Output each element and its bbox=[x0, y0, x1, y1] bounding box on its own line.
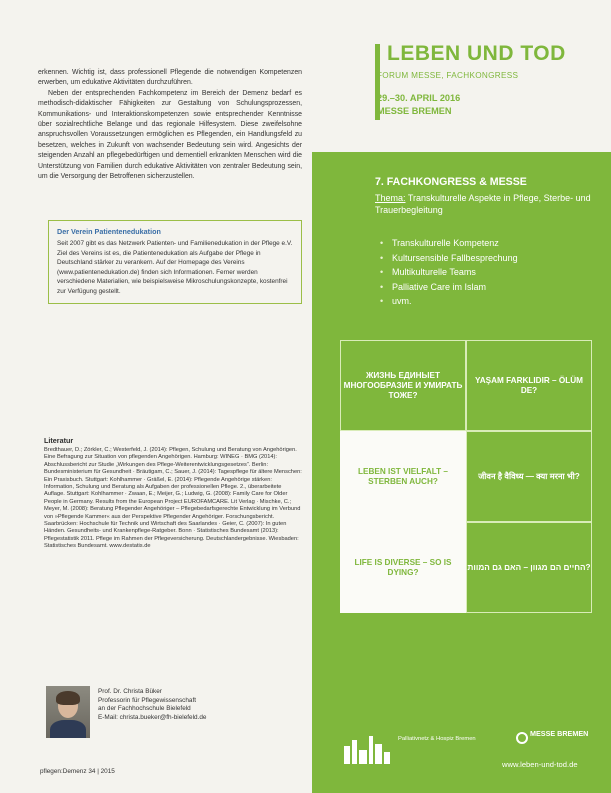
topic-item: • Palliative Care im Islam bbox=[380, 280, 518, 295]
author-institution: an der Fachhochschule Bielefeld bbox=[98, 705, 191, 713]
topic-item: • uvm. bbox=[380, 294, 518, 309]
article-paragraph-1: erkennen. Wichtig ist, dass professionell Pflegende die notwendigen Kompetenzen erwerben, um edukative Aktivitäten durchzuführen. bbox=[38, 69, 302, 87]
info-box bbox=[48, 220, 302, 303]
article-column bbox=[38, 68, 302, 304]
page-footer: pflegen:Demenz 34 | 2015 bbox=[40, 768, 115, 775]
topic-item: • Transkulturelle Kompetenz bbox=[380, 236, 518, 251]
theme-text: Transkulturelle Aspekte in Pflege, Sterbe- und Trauerbegleitung bbox=[375, 193, 591, 215]
author-photo bbox=[46, 686, 90, 738]
puzzle-piece-hindi: जीवन है वैविध्य — क्या मरना भी? bbox=[466, 431, 592, 522]
author-block bbox=[46, 686, 302, 738]
partner-logo: Palliativnetz & Hospiz Bremen bbox=[398, 736, 476, 742]
puzzle-graphic bbox=[340, 340, 592, 614]
author-info bbox=[98, 688, 206, 722]
puzzle-piece-english: LIFE IS DIVERSE – SO IS DYING? bbox=[340, 522, 466, 613]
literature-section bbox=[44, 436, 302, 551]
literature-heading: Literatur bbox=[44, 436, 74, 445]
puzzle-piece-russian: ЖИЗНЬ ЕДИНЫЕТ МНОГООБРАЗИЕ И УМИРАТЬ ТОЖЕ? bbox=[340, 340, 466, 431]
info-box-text: Seit 2007 gibt es das Netzwerk Patienten- und Familienedukation in der Pflege e.V. Ziel des Vereins ist es, die Patientenedukation als Aufgabe der Pflege in Deutschland stärker zu verankern. Auf der Homepage des Vereins (www.patientenedukation.de) finden sich Informationen. Ferner werden verschiedene Materialien, wie beispielsweise Mikroschulungskonzepte, kostenfrei zur Verfügung gestellt. bbox=[57, 240, 293, 295]
author-role: Professorin für Pflegewissenschaft bbox=[98, 696, 197, 704]
kongress-block bbox=[375, 176, 605, 216]
author-email: E-Mail: christa.bueker@fh-bielefeld.de bbox=[98, 713, 207, 721]
info-box-title: Der Verein Patientenedukation bbox=[57, 227, 161, 237]
puzzle-piece-hebrew: החיים הם מגוון – האם גם המוות? bbox=[466, 522, 592, 613]
ad-url[interactable]: www.leben-und-tod.de bbox=[502, 760, 578, 769]
puzzle-piece-german: LEBEN IST VIELFALT – STERBEN AUCH? bbox=[340, 431, 466, 522]
ad-place: MESSE BREMEN bbox=[377, 106, 452, 116]
author-name: Prof. Dr. Christa Büker bbox=[98, 688, 162, 695]
logo-bar bbox=[332, 722, 602, 782]
ad-subtitle: FORUM MESSE, FACHKONGRESS bbox=[377, 71, 519, 80]
theme-label: Thema: bbox=[375, 193, 406, 203]
puzzle-piece-turkish: YAŞAM FARKLIDIR – ÖLÜM DE? bbox=[466, 340, 592, 431]
kongress-theme bbox=[375, 193, 605, 216]
topic-list bbox=[380, 236, 518, 309]
ad-date: 29.–30. APRIL 2016 bbox=[377, 93, 461, 103]
literature-list: Bredthauer, D.; Zörkler, C.; Westerfeld, J. (2014): Pflegen, Schulung und Beratung von Angehörigen. Eine Befragung zur Situation von pflegenden Angehörigen. Hamburg: WINEG · BMG (2014): Abschlussbericht zur Studie „Wirkungen des Pflege-Weiterentwicklungsgesetzes“. Berlin: Bundesministerium für Gesundheit · Bräutigam, C.; Sauer, J. (2014): Tagespflege für ältere Menschen: Ein Praxisbuch. Stuttgart: Kohlhammer · Gräßel, E. (2014): Pflegende Angehörige stärken: Information, Schulung und Beratung als Aufgaben der professionellen Pflege. 2., überarbeitete Auflage. Stuttgart: Kohlhammer · Zwaan, E.; Meijer, G.; Ludwig, G. (2008): Family Care for Older People in Germany. Results from the European Project EUROFAMCARE. Lit Verlag · Mischke, C.; Meyer, M. (2008): Beratung Pflegender Angehöriger – Pflegebedarfsgerechte Entwicklung im Verbund von »Pflegende Kammer« aus der Perspektive Pflegender Angehöriger. Forschungsbericht. Saarbrücken: Hochschule für Technik und Wirtschaft des Saarlandes · Geier, C. (2007): In guten Händen. Gesundheits- und Krankenpflege-Ratgeber. Bonn · Statistisches Bundesamt (2013): Pflegestatistik 2011. Pflege im Rahmen der Pflegeversicherung. Deutschlandergebnisse. Wiesbaden: Statistisches Bundesamt. www.destatis.de bbox=[44, 447, 302, 550]
bremen-skyline-icon bbox=[342, 732, 392, 766]
kongress-title: 7. FACHKONGRESS & MESSE bbox=[375, 176, 527, 188]
messe-ring-icon bbox=[516, 732, 528, 744]
messe-logo-text: MESSE BREMEN bbox=[530, 729, 589, 738]
messe-logo bbox=[530, 730, 588, 739]
advertisement bbox=[312, 0, 611, 793]
ad-title: LEBEN UND TOD bbox=[387, 42, 566, 65]
article-paragraph-2: Neben der entsprechenden Fachkompetenz im Bereich der Demenz bedarf es methodisch-didaktischer Fähigkeiten zur Gestaltung von Schulungsprozessen, Kommunikations- und Interaktionskompetenzen sowie entsprechender Kenntnisse über sozialrechtliche Belange und das regionale Hilfesystem. Diese zweifelsohne anspruchsvollen Voraussetzungen ermöglichen es Pflegenden, ein Handlungsfeld zu besetzen, welches in Zukunft von wachsender Bedeutung sein wird. Angesichts der steigenden Anzahl an pflegebedürftigen und dementiell erkrankten Menschen wird die Unterstützung von Familien durch edukative Aktivitäten von zentraler Bedeutung sein, um die Versorgung der Betroffenen sicherzustellen. bbox=[38, 89, 302, 181]
ad-header bbox=[312, 0, 611, 152]
topic-item: • Kultursensible Fallbesprechung bbox=[380, 251, 518, 266]
topic-item: • Multikulturelle Teams bbox=[380, 265, 518, 280]
